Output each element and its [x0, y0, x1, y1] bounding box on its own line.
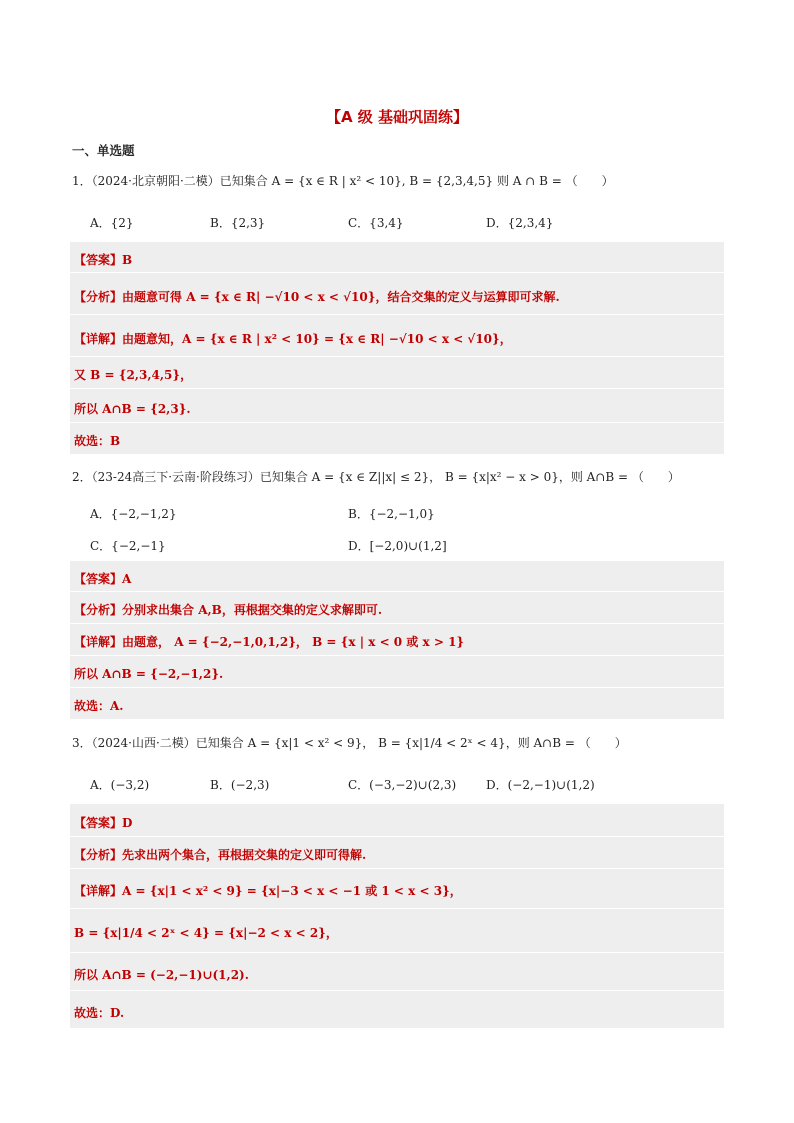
detail-row — [74, 633, 464, 650]
choice-line: 故选：A. — [74, 699, 124, 713]
option-b: B．{2,3} — [210, 216, 266, 230]
detail-row — [74, 882, 462, 899]
solution-line: 所以 A∩B = {2,3}. — [74, 402, 191, 416]
answer-value: A — [122, 572, 132, 586]
option-b: B．(−2,3) — [210, 778, 270, 792]
answer-row — [74, 251, 132, 268]
option-c: C．{−2,−1} — [90, 539, 166, 553]
answer-tag: 【答案】 — [74, 253, 123, 267]
answer-tag: 【答案】 — [74, 816, 123, 830]
answer-tag: 【答案】 — [74, 572, 123, 586]
choice-line: 故选：B — [74, 434, 121, 448]
detail-text: 由题意， A = {−2,−1,0,1,2}， B = {x | x < 0 或 x > 1} — [122, 635, 465, 649]
detail-tag: 【详解】 — [74, 635, 123, 649]
option-a: A．{−2,−1,2} — [90, 507, 177, 521]
solution-line: B = {x|1/4 < 2ˣ < 4} = {x|−2 < x < 2}， — [74, 926, 338, 940]
option-d: D．[−2,0)∪(1,2] — [348, 539, 447, 553]
detail-text: 由题意知，A = {x ∈ R | x² < 10} = {x ∈ R| −√10 < x < √10}， — [122, 332, 512, 346]
answer-row — [74, 814, 132, 831]
option-b: B．{−2,−1,0} — [348, 507, 435, 521]
question-2-solution — [70, 561, 724, 719]
detail-text: A = {x|1 < x² < 9} = {x|−3 < x < −1 或 1 < x < 3}， — [122, 884, 462, 898]
section-heading: 一、单选题 — [72, 143, 135, 158]
choice-line: 故选：D. — [74, 1006, 125, 1020]
solution-line: 又 B = {2,3,4,5}， — [74, 368, 193, 382]
analysis-tag: 【分析】 — [74, 290, 123, 304]
question-3-solution — [70, 804, 724, 1028]
detail-tag: 【详解】 — [74, 884, 123, 898]
question-1-solution — [70, 242, 724, 454]
analysis-text: 先求出两个集合，再根据交集的定义即可得解. — [122, 848, 367, 862]
detail-tag: 【详解】 — [74, 332, 123, 346]
option-d: D．(−2,−1)∪(1,2) — [486, 778, 595, 792]
analysis-tag: 【分析】 — [74, 603, 123, 617]
answer-row — [74, 570, 131, 587]
analysis-row — [74, 601, 382, 618]
question-2-stem: 2．（23-24高三下·云南·阶段练习）已知集合 A = {x ∈ Z||x| ≤ 2}， B = {x|x² − x > 0}，则 A∩B = （ ） — [72, 470, 680, 484]
detail-row — [74, 330, 512, 347]
analysis-tag: 【分析】 — [74, 848, 123, 862]
solution-line: 所以 A∩B = {−2,−1,2}. — [74, 667, 224, 681]
option-d: D．{2,3,4} — [486, 216, 554, 230]
option-c: C．(−3,−2)∪(2,3) — [348, 778, 457, 792]
option-a: A．(−3,2) — [90, 778, 150, 792]
answer-value: B — [122, 253, 133, 267]
analysis-text: 由题意可得 A = {x ∈ R| −√10 < x < √10}，结合交集的定义与运算即可求解. — [122, 290, 560, 304]
analysis-text: 分别求出集合 A,B，再根据交集的定义求解即可. — [122, 603, 383, 617]
question-3-stem: 3．（2024·山西·二模）已知集合 A = {x|1 < x² < 9}， B = {x|1/4 < 2ˣ < 4}，则 A∩B = （ ） — [72, 736, 627, 750]
page-title: 【A 级 基础巩固练】 — [325, 108, 469, 126]
solution-line: 所以 A∩B = (−2,−1)∪(1,2). — [74, 968, 249, 982]
answer-value: D — [122, 816, 133, 830]
option-c: C．{3,4} — [348, 216, 404, 230]
option-a: A．{2} — [90, 216, 134, 230]
question-1-stem: 1．（2024·北京朝阳·二模）已知集合 A = {x ∈ R | x² < 10}, B = {2,3,4,5} 则 A ∩ B = （ ） — [72, 174, 614, 188]
analysis-row — [74, 846, 366, 863]
analysis-row — [74, 288, 560, 305]
